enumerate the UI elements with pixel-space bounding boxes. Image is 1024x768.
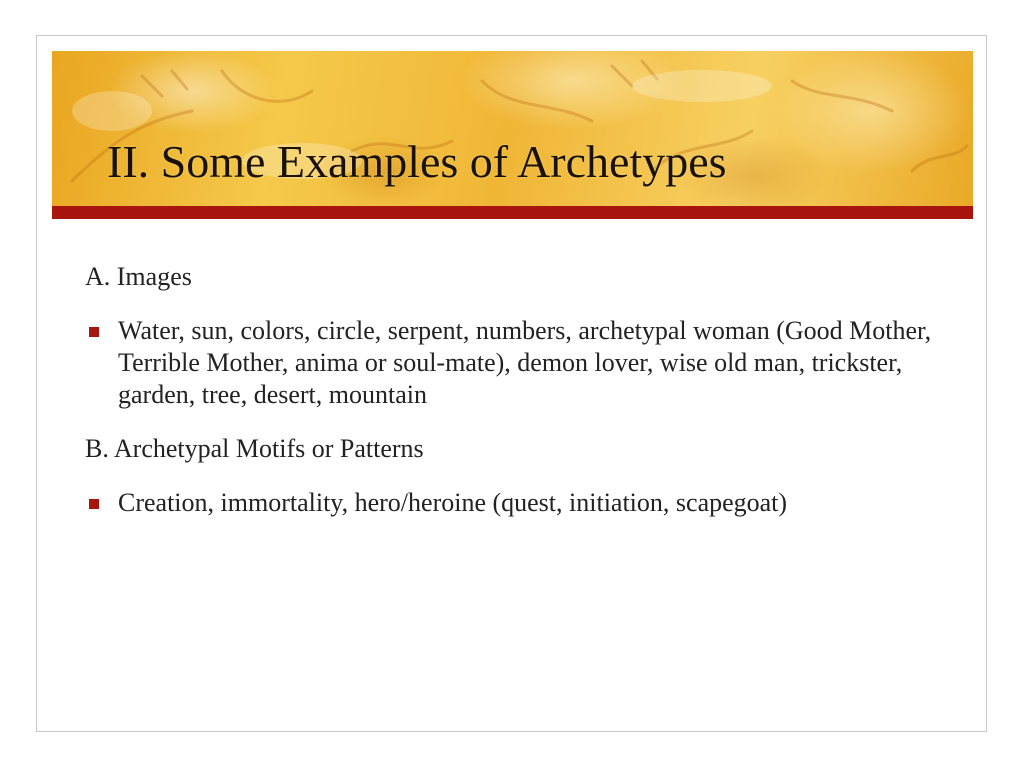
title-divider [52,206,973,219]
bullet-text-motifs: Creation, immortality, hero/heroine (quest, initiation, scapegoat) [118,488,788,517]
bullet-item-images [85,315,945,411]
slide [36,35,987,732]
section-heading-motifs: B. Archetypal Motifs or Patterns [85,434,424,463]
square-bullet-icon [89,327,99,337]
bullet-text-images: Water, sun, colors, circle, serpent, numbers, archetypal woman (Good Mother, Terrible Mother, anima or soul-mate), demon lover, wise old man, trickster, garden, tree, desert, mountain [118,316,932,409]
title-banner [52,51,973,206]
slide-body [85,261,945,541]
bullet-item-motifs [85,487,945,519]
square-bullet-icon [89,499,99,509]
section-heading-images: A. Images [85,262,192,291]
slide-title: II. Some Examples of Archetypes [107,136,727,187]
